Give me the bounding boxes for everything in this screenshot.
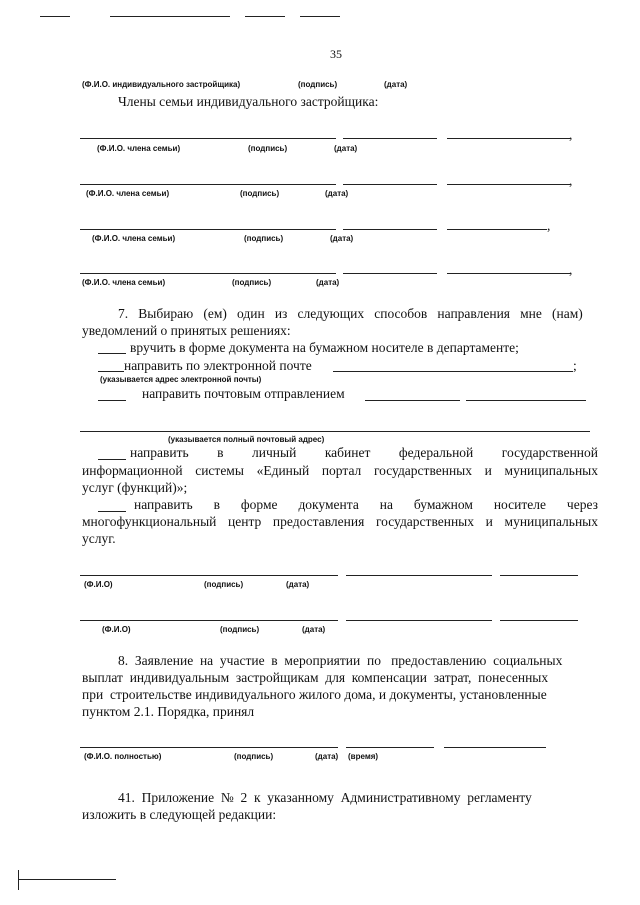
sign-name-caption: (Ф.И.О) [84, 580, 113, 589]
family-signature-line [343, 138, 437, 139]
family-name-line [80, 184, 336, 185]
family-signature-caption: (подпись) [248, 144, 288, 153]
family-date-line [447, 138, 570, 139]
option2-text: направить по электронной почте [124, 358, 312, 373]
section8-line1: 8. Заявление на участие в мероприятии по предоставлению социальных [118, 653, 563, 668]
sign-date-line [500, 575, 578, 576]
address-line-b [466, 400, 586, 401]
family-name-line [80, 138, 336, 139]
section7-line2: уведомлений о принятых решениях: [82, 323, 291, 338]
scan-edge-line [300, 16, 340, 17]
family-date-caption: (дата) [316, 278, 340, 287]
accept-signature-line [444, 747, 546, 748]
semicolon: ; [573, 358, 577, 373]
option4-line1 [130, 445, 598, 461]
section8-line4: пунктом 2.1. Порядка, принял [82, 704, 255, 719]
option5-blank [98, 511, 126, 512]
accept-date-caption: (дата) [315, 752, 339, 761]
sign-signature-caption: (подпись) [204, 580, 244, 589]
comma: , [569, 173, 573, 188]
section41-line2: изложить в следующей редакции: [82, 807, 277, 822]
sign-signature-line [346, 575, 492, 576]
comma: , [547, 218, 551, 233]
email-caption: (указывается адрес электронной почты) [100, 375, 262, 384]
applicant-signature-caption: (подпись) [298, 80, 338, 89]
sign-date-caption: (дата) [302, 625, 326, 634]
family-date-line [447, 184, 570, 185]
comma: , [569, 262, 573, 277]
word: в [217, 445, 224, 460]
word: в [213, 497, 220, 512]
family-heading: Члены семьи индивидуального застройщика: [118, 94, 379, 109]
family-date-line [447, 273, 570, 274]
address-caption: (указывается полный почтовый адрес) [168, 435, 325, 444]
sign-name-caption: (Ф.И.О) [102, 625, 131, 634]
section8-line2: выплат индивидуальным застройщикам для компенсации затрат, понесенных [82, 670, 549, 685]
comma: , [569, 127, 573, 142]
family-name-caption: (Ф.И.О. члена семьи) [92, 234, 176, 243]
word: государственной [501, 445, 598, 460]
word: кабинет [324, 445, 371, 460]
address-line-a [365, 400, 460, 401]
word: документа [298, 497, 359, 512]
option5-line2: многофункциональный центр предоставления государственных и муниципальных [82, 514, 598, 529]
accept-time-line [346, 747, 434, 748]
accept-name-caption: (Ф.И.О. полностью) [84, 752, 162, 761]
word: на [379, 497, 393, 512]
family-signature-line [343, 229, 437, 230]
sign-signature-caption: (подпись) [220, 625, 260, 634]
word: через [566, 497, 598, 512]
word: носителе [493, 497, 546, 512]
word: федеральной [398, 445, 474, 460]
applicant-name-caption: (Ф.И.О. индивидуального застройщика) [82, 80, 241, 89]
section7-line1: 7. Выбираю (ем) один из следующих способов направления мне (нам) [118, 306, 583, 321]
word: личный [252, 445, 297, 460]
option5-line3: услуг. [82, 531, 116, 546]
option2-blank [98, 371, 124, 372]
family-name-caption: (Ф.И.О. члена семьи) [82, 278, 166, 287]
word: направить [130, 445, 189, 460]
family-signature-caption: (подпись) [244, 234, 284, 243]
option3-text: направить почтовым отправлением [142, 386, 345, 401]
family-date-caption: (дата) [330, 234, 354, 243]
sign-date-caption: (дата) [286, 580, 310, 589]
option4-line3: услуг (функций)»; [82, 480, 188, 495]
family-name-caption: (Ф.И.О. члена семьи) [97, 144, 181, 153]
family-name-line [80, 273, 336, 274]
word: бумажном [413, 497, 473, 512]
scan-edge-line [40, 16, 70, 17]
family-signature-line [343, 184, 437, 185]
family-name-line [80, 229, 336, 230]
word: форме [240, 497, 278, 512]
sign-name-line [80, 620, 338, 621]
word: направить [134, 497, 193, 512]
section8-line3: при строительстве индивидуального жилого дома, и документы, установленные [82, 687, 547, 702]
family-name-caption: (Ф.И.О. члена семьи) [86, 189, 170, 198]
option1-text: вручить в форме документа на бумажном носителе в департаменте; [130, 340, 519, 355]
family-signature-line [343, 273, 437, 274]
family-date-caption: (дата) [334, 144, 358, 153]
sign-signature-line [346, 620, 492, 621]
accept-time-caption: (время) [348, 752, 379, 761]
footer-rule-line [18, 879, 116, 880]
sign-name-line [80, 575, 338, 576]
option1-blank [98, 353, 126, 354]
scan-edge-line [245, 16, 285, 17]
family-signature-caption: (подпись) [232, 278, 272, 287]
option5-line1 [134, 497, 598, 513]
family-signature-caption: (подпись) [240, 189, 280, 198]
option3-blank [98, 400, 126, 401]
page-number: 35 [330, 47, 342, 61]
family-date-line [447, 229, 547, 230]
section41-line1: 41. Приложение № 2 к указанному Административному регламенту [118, 790, 532, 805]
sign-date-line [500, 620, 578, 621]
family-date-caption: (дата) [325, 189, 349, 198]
option4-line2: информационной системы «Единый портал государственных и муниципальных [82, 463, 598, 478]
scan-edge-line [110, 16, 230, 17]
accept-signature-caption: (подпись) [234, 752, 274, 761]
option4-blank [98, 459, 126, 460]
accept-name-line [80, 747, 338, 748]
applicant-date-caption: (дата) [384, 80, 408, 89]
email-line [333, 371, 573, 372]
footer-corner-line [18, 870, 19, 890]
address-full-line [80, 431, 590, 432]
